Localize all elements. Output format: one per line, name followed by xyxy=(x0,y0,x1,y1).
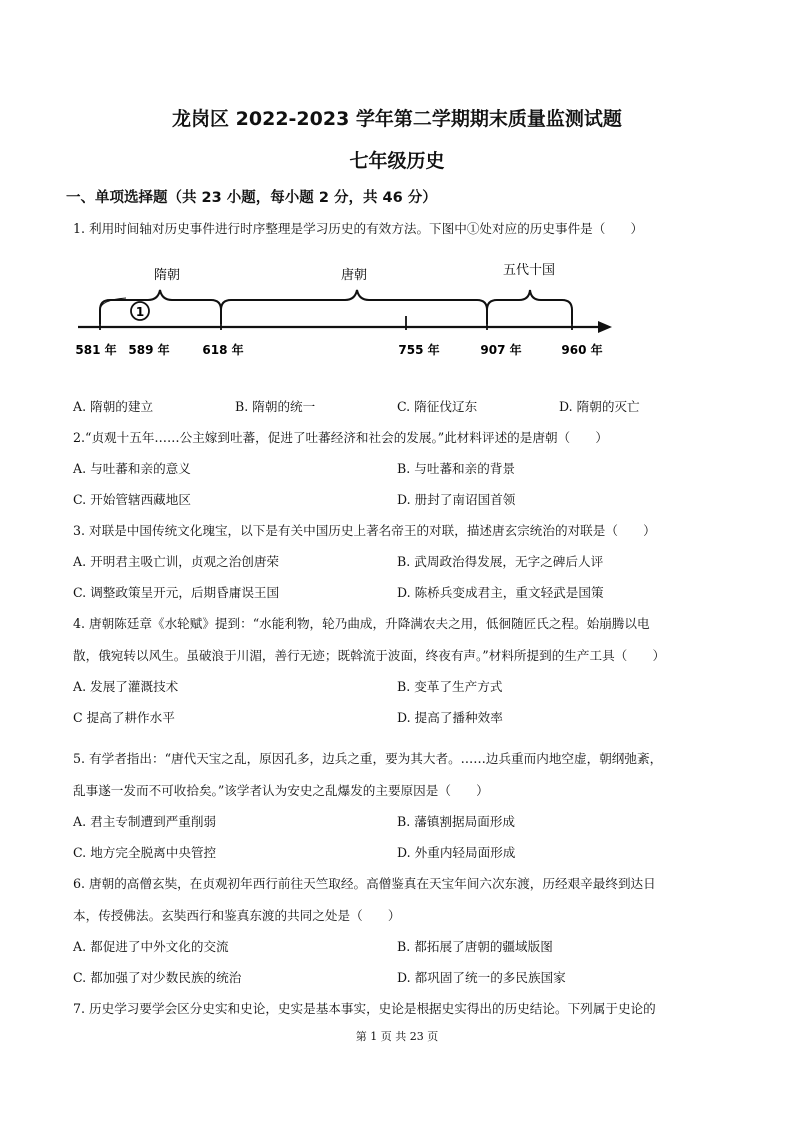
q4-option-b: B. 变革了生产方式 xyxy=(397,679,503,694)
q1-option-d: D. 隋朝的灭亡 xyxy=(559,399,640,414)
q3-option-a: A. 开明君主吸亡训，贞观之治创唐荣 xyxy=(73,554,280,569)
q1-option-c: C. 隋征伐辽东 xyxy=(397,399,478,414)
label-five-dynasties: 五代十国 xyxy=(502,263,556,278)
brace-five-dynasties xyxy=(487,290,572,324)
year-960: 960 年 xyxy=(561,343,603,357)
section-heading: 一、单项选择题（共 23 小题，每小题 2 分，共 46 分） xyxy=(66,190,437,206)
year-581: 581 年 xyxy=(75,343,117,357)
q5-option-a: A. 君主专制遭到严重削弱 xyxy=(73,814,217,829)
year-907: 907 年 xyxy=(480,343,522,357)
year-618: 618 年 xyxy=(202,343,244,357)
timeline-arrow xyxy=(598,321,612,333)
q1-option-a: A. 隋朝的建立 xyxy=(73,399,154,414)
q6-option-b: B. 都拓展了唐朝的疆域版图 xyxy=(397,939,553,954)
brace-tang xyxy=(221,290,487,324)
q6-stem-line1: 6. 唐朝的高僧玄奘，在贞观初年西行前往天竺取经。高僧鉴真在天宝年间六次东渡，历经艰辛最终到达日 xyxy=(73,876,656,891)
q4-option-c: C 提高了耕作水平 xyxy=(73,710,175,725)
q5-stem-line1: 5. 有学者指出：“唐代天宝之乱，原因孔多，边兵之重，要为其大者。……边兵重而内地空虚，朝纲弛紊， xyxy=(73,751,663,766)
q3-stem: 3. 对联是中国传统文化瑰宝，以下是有关中国历史上著名帝王的对联，描述唐玄宗统治的对联是（ ） xyxy=(73,523,656,538)
q1-stem: 1. 利用时间轴对历史事件进行时序整理是学习历史的有效方法。下图中①处对应的历史事件是（ ） xyxy=(73,221,644,236)
q1-option-b: B. 隋朝的统一 xyxy=(235,399,316,414)
q6-option-c: C. 都加强了对少数民族的统治 xyxy=(73,970,242,985)
exam-title: 龙岗区 2022-2023 学年第二学期期末质量监测试题 xyxy=(172,108,622,130)
q5-option-b: B. 藩镇割据局面形成 xyxy=(397,814,516,829)
year-755: 755 年 xyxy=(398,343,440,357)
q2-option-c: C. 开始管辖西藏地区 xyxy=(73,492,191,507)
q6-option-a: A. 都促进了中外文化的交流 xyxy=(73,939,229,954)
q4-stem-line2: 散，俄宛转以风生。虽破浪于川湄，善行无迹；既斡流于波面，终夜有声。”材料所提到的生产工具（ ） xyxy=(73,648,666,663)
q3-option-b: B. 武周政治得发展，无字之碑后人评 xyxy=(397,554,604,569)
q6-stem-line2: 本，传授佛法。玄奘西行和鉴真东渡的共同之处是（ ） xyxy=(73,908,401,923)
label-sui: 隋朝 xyxy=(153,268,181,283)
exam-subtitle: 七年级历史 xyxy=(349,150,445,172)
q6-option-d: D. 都巩固了统一的多民族国家 xyxy=(397,970,566,985)
q2-stem: 2.“贞观十五年……公主嫁到吐蕃，促进了吐蕃经济和社会的发展。”此材料评述的是唐朝（ ） xyxy=(73,430,608,445)
q7-stem: 7. 历史学习要学会区分史实和史论，史实是基本事实，史论是根据史实得出的历史结论。下列属于史论的 xyxy=(73,1001,656,1016)
q2-option-b: B. 与吐蕃和亲的背景 xyxy=(397,461,516,476)
year-589: 589 年 xyxy=(128,343,170,357)
marker-label: 1 xyxy=(135,305,145,319)
q3-option-c: C. 调整政策呈开元，后期昏庸误王国 xyxy=(73,585,280,600)
q4-option-a: A. 发展了灌溉技术 xyxy=(73,679,179,694)
q4-stem-line1: 4. 唐朝陈廷章《水轮赋》提到：“水能利物，轮乃曲成，升降满农夫之用，低徊随匠氏之程。始崩腾以电 xyxy=(73,616,650,631)
label-tang: 唐朝 xyxy=(340,268,368,283)
q4-option-d: D. 提高了播种效率 xyxy=(397,710,503,725)
timeline-diagram xyxy=(66,246,626,366)
q2-option-d: D. 册封了南诏国首领 xyxy=(397,492,516,507)
q5-option-d: D. 外重内轻局面形成 xyxy=(397,845,516,860)
q5-stem-line2: 乱事遂一发而不可收拾矣。”该学者认为安史之乱爆发的主要原因是（ ） xyxy=(73,783,489,798)
page-footer: 第 1 页 共 23 页 xyxy=(355,1030,439,1043)
q2-option-a: A. 与吐蕃和亲的意义 xyxy=(73,461,191,476)
q3-option-d: D. 陈桥兵变成君主，重文轻武是国策 xyxy=(397,585,604,600)
q5-option-c: C. 地方完全脱离中央管控 xyxy=(73,845,217,860)
brace-sui xyxy=(100,290,221,324)
